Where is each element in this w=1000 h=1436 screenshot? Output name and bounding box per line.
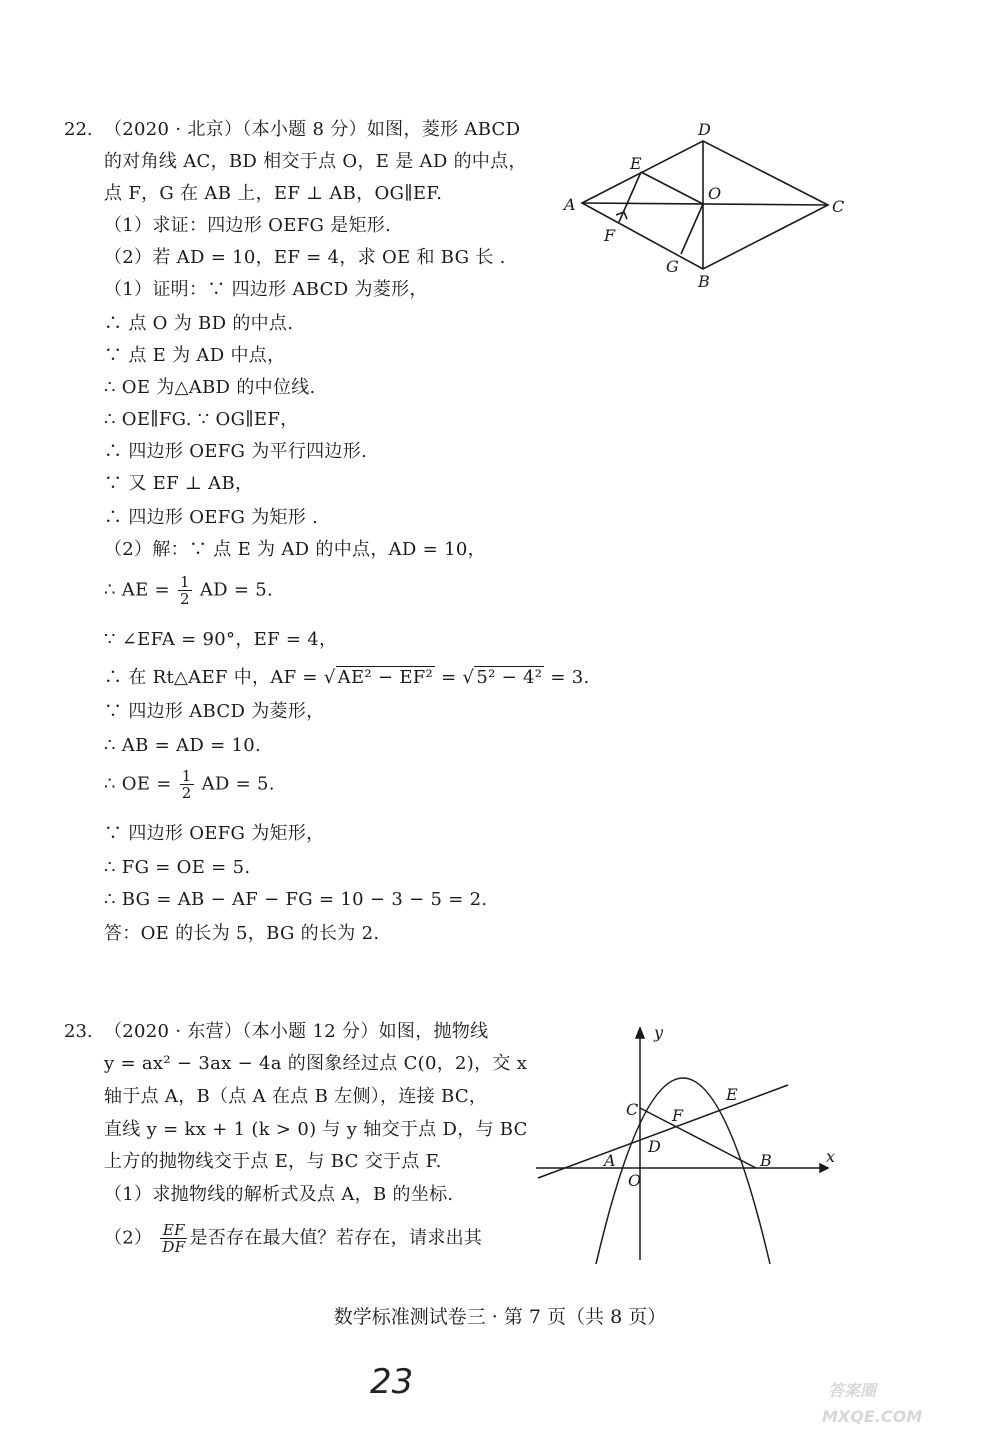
text: 是否存在最大值？若存在，请求出其 <box>189 1227 483 1249</box>
page-footer: 数学标准测试卷三 · 第 7 页（共 8 页） <box>333 1306 667 1328</box>
label-a: A <box>604 1151 616 1170</box>
rhombus-figure <box>550 115 850 295</box>
fraction-num: 1 <box>181 767 192 785</box>
q22-line-6: （1）证明：∵ 四边形 ABCD 为菱形， <box>104 279 428 300</box>
fraction-num: EF <box>160 1222 187 1239</box>
q22-line-4: （1）求证：四边形 OEFG 是矩形. <box>104 215 392 236</box>
text: = <box>441 667 457 688</box>
q23-line-2: y = ax² − 3ax − 4a 的图象经过点 C(0，2)，交 x <box>104 1053 528 1074</box>
q22-line-c4: 答：OE 的长为 5，BG 的长为 2. <box>104 923 380 944</box>
q22-angle-line: ∵ ∠EFA = 90°，EF = 4， <box>104 629 338 650</box>
label-c: C <box>626 1100 639 1119</box>
watermark-top: 答案圈 <box>828 1381 877 1400</box>
label-c: C <box>832 197 845 216</box>
q22-line-9: ∴ OE 为△ABD 的中位线. <box>104 377 316 398</box>
q22-rt-line <box>104 666 590 690</box>
q22-line-7: ∴ 点 O 为 BD 的中点. <box>104 313 294 334</box>
q22-line-c1: ∵ 四边形 OEFG 为矩形， <box>104 823 325 844</box>
text: ∴ OE = <box>104 773 172 795</box>
diagonal-ac <box>582 203 828 205</box>
question-number: 22. <box>64 119 93 140</box>
label-f: F <box>604 226 616 245</box>
label-y: y <box>654 1023 664 1042</box>
q22-line-8: ∵ 点 E 为 AD 中点， <box>104 345 286 366</box>
q23-line-1: （2020 · 东营）（本小题 12 分）如图，抛物线 <box>104 1021 489 1042</box>
parabola-figure <box>530 1020 850 1270</box>
fraction-den: DF <box>162 1238 186 1256</box>
q22-line-c3: ∴ BG = AB − AF − FG = 10 − 3 − 5 = 2. <box>104 889 488 910</box>
fraction-half <box>178 574 192 607</box>
q22-line-b2: ∴ AB = AD = 10. <box>104 735 262 756</box>
q23-line-6: （1）求抛物线的解析式及点 A，B 的坐标. <box>104 1184 454 1205</box>
segment-oe <box>641 172 703 204</box>
fraction-den: 2 <box>179 590 190 608</box>
fraction-ef-df <box>160 1222 187 1255</box>
label-g: G <box>666 257 679 276</box>
q23-line-5: 上方的抛物线交于点 E，与 BC 交于点 F. <box>104 1151 442 1172</box>
handwritten-page-number: 23 <box>370 1362 414 1402</box>
q23-line-4: 直线 y = kx + 1 (k > 0) 与 y 轴交于点 D，与 BC <box>104 1119 528 1140</box>
fraction-num: 1 <box>179 573 190 591</box>
label-b: B <box>698 272 710 291</box>
y-arrow-icon <box>636 1028 644 1038</box>
watermark-bottom: MXQE.COM <box>822 1407 923 1426</box>
q23-line-3: 轴于点 A，B（点 A 在点 B 左侧），连接 BC， <box>104 1086 488 1107</box>
sqrt-sign: √ <box>323 667 336 688</box>
text: AD = 5. <box>199 579 274 601</box>
q22-line-c2: ∴ FG = OE = 5. <box>104 857 251 878</box>
q22-oe-line <box>104 768 275 801</box>
label-e: E <box>726 1085 738 1104</box>
label-o: O <box>628 1171 642 1190</box>
label-f: F <box>672 1106 684 1125</box>
label-e: E <box>630 154 642 173</box>
text: = 3. <box>550 667 590 688</box>
q23-line-7 <box>104 1222 482 1255</box>
label-x: x <box>826 1147 836 1166</box>
q22-line-12: ∵ 又 EF ⊥ AB， <box>104 473 254 494</box>
q22-ae-line <box>104 574 273 607</box>
text: （2） <box>104 1227 153 1249</box>
q22-line-13: ∴ 四边形 OEFG 为矩形 . <box>104 507 319 528</box>
sqrt-radicand: 5² − 4² <box>476 667 543 688</box>
question-number: 23. <box>64 1021 93 1042</box>
label-o: O <box>708 184 722 203</box>
text: ∴ 在 Rt△AEF 中，AF = <box>104 667 318 688</box>
q22-line-b1: ∵ 四边形 ABCD 为菱形， <box>104 701 325 722</box>
q22-line-11: ∴ 四边形 OEFG 为平行四边形. <box>104 441 368 462</box>
sqrt-sign: √ <box>462 667 475 688</box>
segment-ef <box>619 172 641 222</box>
sqrt-radicand: AE² − EF² <box>337 667 434 688</box>
label-d: D <box>648 1137 661 1156</box>
label-a: A <box>564 195 576 214</box>
fraction-den: 2 <box>181 784 192 802</box>
watermark-logo <box>808 1368 988 1428</box>
label-b: B <box>760 1151 772 1170</box>
q22-line-1: （2020 · 北京）（本小题 8 分）如图，菱形 ABCD <box>104 119 521 140</box>
segment-og <box>681 204 703 254</box>
q22-line-3: 点 F，G 在 AB 上，EF ⊥ AB，OG∥EF. <box>104 183 443 204</box>
text: AD = 5. <box>201 773 275 795</box>
fraction-half <box>180 768 194 801</box>
text: ∴ AE = <box>104 579 170 601</box>
q22-line-14: （2）解：∵ 点 E 为 AD 的中点，AD = 10， <box>104 539 486 560</box>
q22-line-5: （2）若 AD = 10，EF = 4，求 OE 和 BG 长 . <box>104 247 506 268</box>
label-d: D <box>698 120 711 139</box>
q22-line-10: ∴ OE∥FG. ∵ OG∥EF， <box>104 409 299 430</box>
line-de <box>538 1085 788 1178</box>
q22-line-2: 的对角线 AC，BD 相交于点 O，E 是 AD 的中点， <box>104 151 527 172</box>
